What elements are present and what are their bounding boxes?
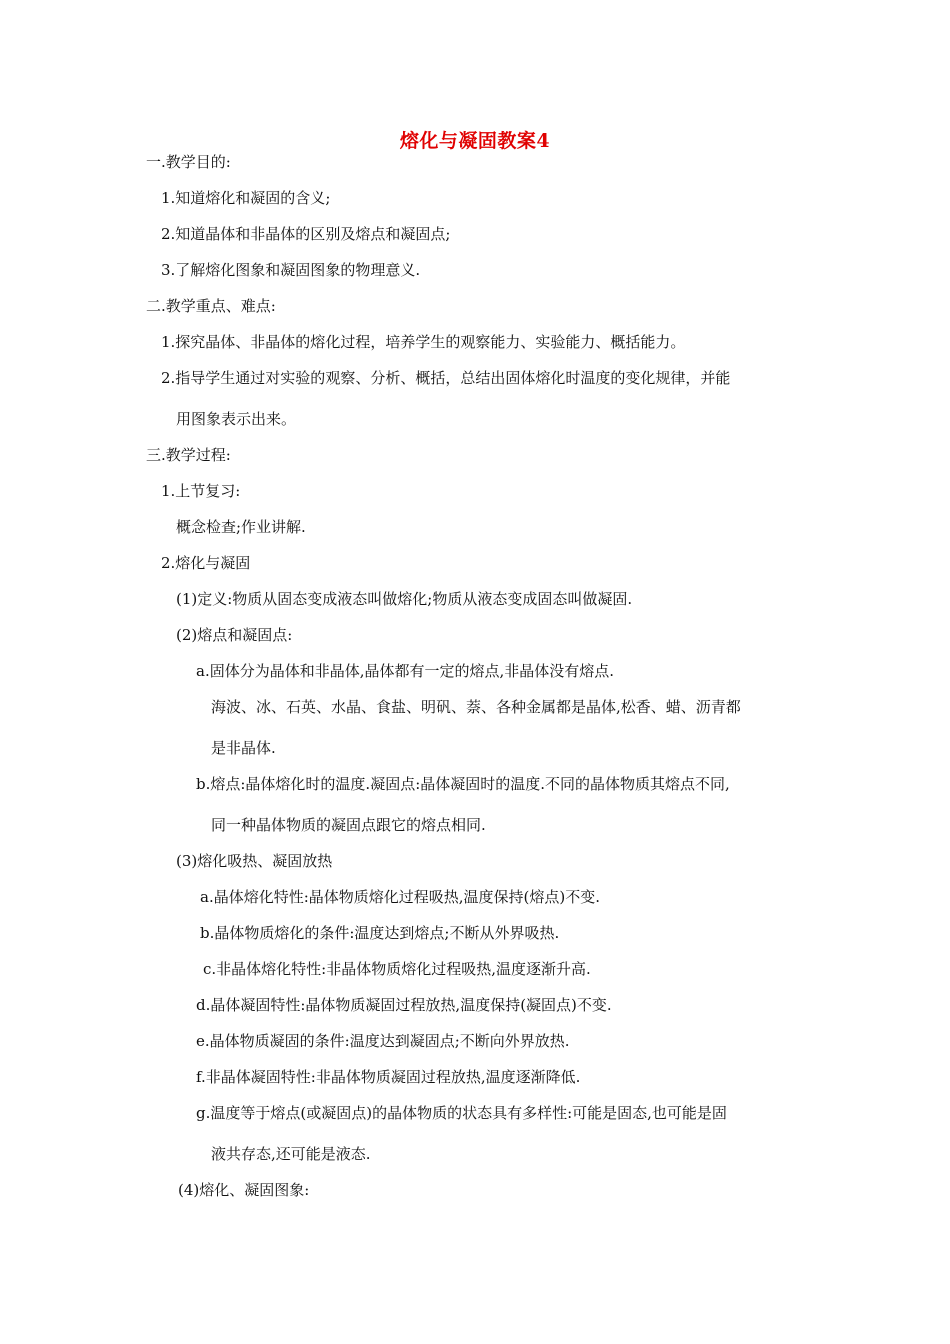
keypoint-item-2-line-2: 用图象表示出来。 [176,410,297,428]
heat-item-f: f.非晶体凝固特性:非晶体物质凝固过程放热,温度逐渐降低. [196,1068,581,1086]
heat-item-a: a.晶体熔化特性:晶体物质熔化过程吸热,温度保持(熔点)不变. [200,888,601,906]
subsection-graphs: (4)熔化、凝固图象: [178,1181,310,1199]
definition-text: (1)定义:物质从固态变成液态叫做熔化;物质从液态变成固态叫做凝固. [176,590,633,608]
melting-point-a-line-1: a.固体分为晶体和非晶体,晶体都有一定的熔点,非晶体没有熔点. [196,662,615,680]
section-heading-objectives: 一.教学目的: [146,153,231,171]
objective-item-1: 1.知道熔化和凝固的含义; [161,189,331,207]
heat-item-b: b.晶体物质熔化的条件:温度达到熔点;不断从外界吸热. [200,924,560,942]
keypoint-item-2-line-1: 2.指导学生通过对实验的观察、分析、概括，总结出固体熔化时温度的变化规律，并能 [161,369,731,387]
heat-item-c: c.非晶体熔化特性:非晶体物质熔化过程吸热,温度逐渐升高. [203,960,591,978]
section-heading-process: 三.教学过程: [146,446,231,464]
process-item-2: 2.熔化与凝固 [161,554,251,572]
melting-point-a-line-3: 是非晶体. [211,739,276,757]
process-item-1-text: 概念检查;作业讲解. [176,518,306,536]
process-item-1: 1.上节复习: [161,482,241,500]
subsection-heat: (3)熔化吸热、凝固放热 [176,852,333,870]
heat-item-g-line-1: g.温度等于熔点(或凝固点)的晶体物质的状态具有多样性:可能是固态,也可能是固 [196,1104,727,1122]
heat-item-e: e.晶体物质凝固的条件:温度达到凝固点;不断向外界放热. [196,1032,570,1050]
subsection-melting-point: (2)熔点和凝固点: [176,626,293,644]
melting-point-b-line-2: 同一种晶体物质的凝固点跟它的熔点相同. [211,816,486,834]
melting-point-a-line-2: 海波、冰、石英、水晶、食盐、明矾、萘、各种金属都是晶体,松香、蜡、沥青都 [211,698,741,716]
section-heading-keypoints: 二.教学重点、难点: [146,297,276,315]
heat-item-g-line-2: 液共存态,还可能是液态. [211,1145,371,1163]
objective-item-3: 3.了解熔化图象和凝固图象的物理意义. [161,261,421,279]
melting-point-b-line-1: b.熔点:晶体熔化时的温度.凝固点:晶体凝固时的温度.不同的晶体物质其熔点不同, [196,775,730,793]
document-title: 熔化与凝固教案4 [399,130,551,152]
heat-item-d: d.晶体凝固特性:晶体物质凝固过程放热,温度保持(凝固点)不变. [196,996,612,1014]
objective-item-2: 2.知道晶体和非晶体的区别及熔点和凝固点; [161,225,451,243]
keypoint-item-1: 1.探究晶体、非晶体的熔化过程，培养学生的观察能力、实验能力、概括能力。 [161,333,686,351]
